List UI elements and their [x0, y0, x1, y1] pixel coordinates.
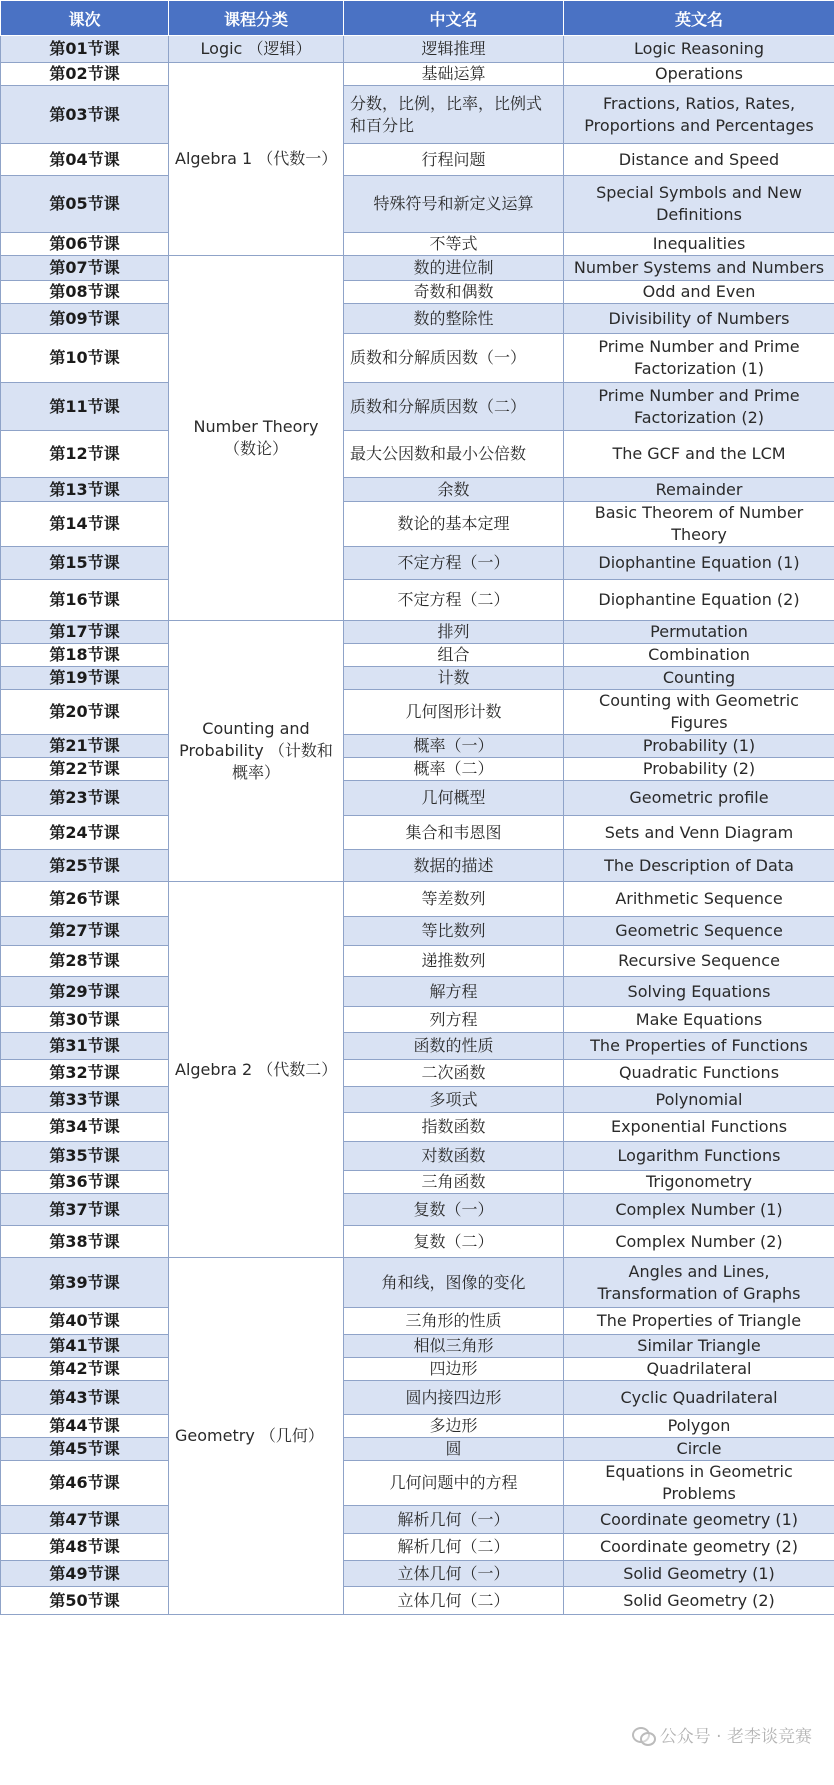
english-name-cell: Permutation [564, 621, 834, 644]
lesson-cell: 第02节课 [1, 63, 169, 86]
table-row [1, 758, 834, 781]
lesson-cell: 第29节课 [1, 977, 169, 1007]
chinese-name-cell: 几何概型 [344, 781, 564, 816]
table-row [1, 36, 834, 63]
table-row [1, 281, 834, 304]
lesson-cell: 第39节课 [1, 1258, 169, 1308]
chinese-name-cell: 行程问题 [344, 144, 564, 176]
category-cell: Number Theory （数论） [169, 256, 344, 621]
english-name-cell: Complex Number (1) [564, 1194, 834, 1226]
chinese-name-cell: 不等式 [344, 233, 564, 256]
chinese-name-cell: 角和线，图像的变化 [344, 1258, 564, 1308]
header-english-name: 英文名 [564, 1, 834, 36]
category-cell: Algebra 2 （代数二） [169, 882, 344, 1258]
chinese-name-cell: 最大公因数和最小公倍数 [344, 431, 564, 478]
table-row [1, 304, 834, 334]
lesson-cell: 第49节课 [1, 1561, 169, 1587]
lesson-cell: 第33节课 [1, 1087, 169, 1113]
table-row [1, 977, 834, 1007]
english-name-cell: Exponential Functions [564, 1113, 834, 1142]
lesson-cell: 第41节课 [1, 1335, 169, 1358]
lesson-cell: 第47节课 [1, 1506, 169, 1534]
lesson-cell: 第32节课 [1, 1060, 169, 1087]
lesson-cell: 第25节课 [1, 850, 169, 882]
lesson-cell: 第26节课 [1, 882, 169, 917]
english-name-cell: Coordinate geometry (2) [564, 1534, 834, 1561]
table-row [1, 1561, 834, 1587]
lesson-cell: 第03节课 [1, 86, 169, 144]
chinese-name-cell: 几何问题中的方程 [344, 1461, 564, 1506]
english-name-cell: Circle [564, 1438, 834, 1461]
chinese-name-cell: 概率（二） [344, 758, 564, 781]
chinese-name-cell: 多项式 [344, 1087, 564, 1113]
chinese-name-cell: 基础运算 [344, 63, 564, 86]
category-cell: Algebra 1 （代数一） [169, 63, 344, 256]
lesson-cell: 第13节课 [1, 478, 169, 502]
lesson-cell: 第38节课 [1, 1226, 169, 1258]
english-name-cell: Trigonometry [564, 1171, 834, 1194]
table-row [1, 946, 834, 977]
english-name-cell: Divisibility of Numbers [564, 304, 834, 334]
english-name-cell: Recursive Sequence [564, 946, 834, 977]
chinese-name-cell: 复数（二） [344, 1226, 564, 1258]
english-name-cell: The Properties of Triangle [564, 1308, 834, 1335]
table-row [1, 547, 834, 580]
chinese-name-cell: 排列 [344, 621, 564, 644]
english-name-cell: Inequalities [564, 233, 834, 256]
chinese-name-cell: 分数，比例，比率，比例式和百分比 [344, 86, 564, 144]
header-category: 课程分类 [169, 1, 344, 36]
lesson-cell: 第28节课 [1, 946, 169, 977]
table-row [1, 383, 834, 431]
english-name-cell: Probability (1) [564, 735, 834, 758]
table-row [1, 478, 834, 502]
table-row [1, 735, 834, 758]
table-row [1, 1033, 834, 1060]
lesson-cell: 第10节课 [1, 334, 169, 383]
lesson-cell: 第20节课 [1, 690, 169, 735]
chinese-name-cell: 四边形 [344, 1358, 564, 1381]
lesson-cell: 第27节课 [1, 917, 169, 946]
lesson-cell: 第21节课 [1, 735, 169, 758]
english-name-cell: Distance and Speed [564, 144, 834, 176]
lesson-cell: 第23节课 [1, 781, 169, 816]
lesson-cell: 第43节课 [1, 1381, 169, 1415]
lesson-cell: 第35节课 [1, 1142, 169, 1171]
table-row [1, 781, 834, 816]
english-name-cell: Equations in Geometric Problems [564, 1461, 834, 1506]
table-row [1, 1587, 834, 1615]
table-row [1, 1194, 834, 1226]
chinese-name-cell: 等比数列 [344, 917, 564, 946]
lesson-cell: 第37节课 [1, 1194, 169, 1226]
chinese-name-cell: 三角函数 [344, 1171, 564, 1194]
english-name-cell: Combination [564, 644, 834, 667]
english-name-cell: Solid Geometry (2) [564, 1587, 834, 1615]
english-name-cell: Complex Number (2) [564, 1226, 834, 1258]
chinese-name-cell: 三角形的性质 [344, 1308, 564, 1335]
english-name-cell: Geometric profile [564, 781, 834, 816]
english-name-cell: Diophantine Equation (2) [564, 580, 834, 621]
table-row [1, 882, 834, 917]
category-cell: Geometry （几何） [169, 1258, 344, 1615]
english-name-cell: Logic Reasoning [564, 36, 834, 63]
wechat-icon [632, 1726, 654, 1744]
english-name-cell: The Description of Data [564, 850, 834, 882]
english-name-cell: The Properties of Functions [564, 1033, 834, 1060]
table-row [1, 690, 834, 735]
table-row [1, 667, 834, 690]
table-row [1, 1171, 834, 1194]
chinese-name-cell: 等差数列 [344, 882, 564, 917]
table-row [1, 86, 834, 144]
watermark-text: 公众号 · 老李谈竞赛 [659, 1727, 812, 1747]
english-name-cell: Solving Equations [564, 977, 834, 1007]
table-row [1, 1415, 834, 1438]
english-name-cell: Arithmetic Sequence [564, 882, 834, 917]
lesson-cell: 第44节课 [1, 1415, 169, 1438]
english-name-cell: Make Equations [564, 1007, 834, 1033]
chinese-name-cell: 余数 [344, 478, 564, 502]
chinese-name-cell: 数的进位制 [344, 256, 564, 281]
table-row [1, 233, 834, 256]
table-row [1, 1113, 834, 1142]
chinese-name-cell: 多边形 [344, 1415, 564, 1438]
table-row [1, 334, 834, 383]
header-lesson: 课次 [1, 1, 169, 36]
lesson-cell: 第15节课 [1, 547, 169, 580]
english-name-cell: Cyclic Quadrilateral [564, 1381, 834, 1415]
table-row [1, 1308, 834, 1335]
chinese-name-cell: 立体几何（二） [344, 1587, 564, 1615]
chinese-name-cell: 质数和分解质因数（一） [344, 334, 564, 383]
table-row [1, 1060, 834, 1087]
chinese-name-cell: 计数 [344, 667, 564, 690]
lesson-cell: 第12节课 [1, 431, 169, 478]
english-name-cell: Coordinate geometry (1) [564, 1506, 834, 1534]
table-row [1, 816, 834, 850]
table-row [1, 1506, 834, 1534]
table-row [1, 1438, 834, 1461]
english-name-cell: Probability (2) [564, 758, 834, 781]
chinese-name-cell: 相似三角形 [344, 1335, 564, 1358]
english-name-cell: Number Systems and Numbers [564, 256, 834, 281]
table-row [1, 256, 834, 281]
chinese-name-cell: 函数的性质 [344, 1033, 564, 1060]
english-name-cell: Basic Theorem of Number Theory [564, 502, 834, 547]
table-row [1, 144, 834, 176]
category-cell: Logic （逻辑） [169, 36, 344, 63]
lesson-cell: 第45节课 [1, 1438, 169, 1461]
chinese-name-cell: 解析几何（一） [344, 1506, 564, 1534]
table-row [1, 176, 834, 233]
lesson-cell: 第36节课 [1, 1171, 169, 1194]
lesson-cell: 第06节课 [1, 233, 169, 256]
lesson-cell: 第01节课 [1, 36, 169, 63]
english-name-cell: Odd and Even [564, 281, 834, 304]
table-row [1, 1007, 834, 1033]
table-row [1, 621, 834, 644]
english-name-cell: Counting with Geometric Figures [564, 690, 834, 735]
english-name-cell: The GCF and the LCM [564, 431, 834, 478]
chinese-name-cell: 数论的基本定理 [344, 502, 564, 547]
chinese-name-cell: 几何图形计数 [344, 690, 564, 735]
chinese-name-cell: 不定方程（二） [344, 580, 564, 621]
table-row [1, 1381, 834, 1415]
chinese-name-cell: 递推数列 [344, 946, 564, 977]
english-name-cell: Counting [564, 667, 834, 690]
chinese-name-cell: 不定方程（一） [344, 547, 564, 580]
lesson-cell: 第34节课 [1, 1113, 169, 1142]
english-name-cell: Logarithm Functions [564, 1142, 834, 1171]
english-name-cell: Angles and Lines, Transformation of Graphs [564, 1258, 834, 1308]
english-name-cell: Prime Number and Prime Factorization (2) [564, 383, 834, 431]
lesson-cell: 第31节课 [1, 1033, 169, 1060]
lesson-cell: 第05节课 [1, 176, 169, 233]
chinese-name-cell: 复数（一） [344, 1194, 564, 1226]
table-row [1, 502, 834, 547]
lesson-cell: 第46节课 [1, 1461, 169, 1506]
english-name-cell: Remainder [564, 478, 834, 502]
english-name-cell: Geometric Sequence [564, 917, 834, 946]
table-row [1, 1358, 834, 1381]
lesson-cell: 第14节课 [1, 502, 169, 547]
lesson-cell: 第50节课 [1, 1587, 169, 1615]
table-row [1, 917, 834, 946]
chinese-name-cell: 特殊符号和新定义运算 [344, 176, 564, 233]
category-cell: Counting and Probability （计数和概率） [169, 621, 344, 882]
lesson-cell: 第19节课 [1, 667, 169, 690]
table-body [1, 36, 834, 1615]
chinese-name-cell: 解析几何（二） [344, 1534, 564, 1561]
table-row [1, 1226, 834, 1258]
table-row [1, 1335, 834, 1358]
chinese-name-cell: 数的整除性 [344, 304, 564, 334]
english-name-cell: Diophantine Equation (1) [564, 547, 834, 580]
chinese-name-cell: 列方程 [344, 1007, 564, 1033]
table-row [1, 1534, 834, 1561]
chinese-name-cell: 解方程 [344, 977, 564, 1007]
table-row [1, 1142, 834, 1171]
table-row [1, 1258, 834, 1308]
english-name-cell: Sets and Venn Diagram [564, 816, 834, 850]
chinese-name-cell: 质数和分解质因数（二） [344, 383, 564, 431]
chinese-name-cell: 指数函数 [344, 1113, 564, 1142]
english-name-cell: Operations [564, 63, 834, 86]
lesson-cell: 第07节课 [1, 256, 169, 281]
watermark [632, 1722, 812, 1747]
chinese-name-cell: 对数函数 [344, 1142, 564, 1171]
chinese-name-cell: 概率（一） [344, 735, 564, 758]
chinese-name-cell: 圆内接四边形 [344, 1381, 564, 1415]
english-name-cell: Similar Triangle [564, 1335, 834, 1358]
lesson-cell: 第24节课 [1, 816, 169, 850]
lesson-cell: 第18节课 [1, 644, 169, 667]
lesson-cell: 第16节课 [1, 580, 169, 621]
lesson-cell: 第08节课 [1, 281, 169, 304]
lesson-cell: 第09节课 [1, 304, 169, 334]
english-name-cell: Quadratic Functions [564, 1060, 834, 1087]
table-row [1, 1087, 834, 1113]
lesson-cell: 第04节课 [1, 144, 169, 176]
lesson-cell: 第40节课 [1, 1308, 169, 1335]
lesson-cell: 第42节课 [1, 1358, 169, 1381]
english-name-cell: Solid Geometry (1) [564, 1561, 834, 1587]
english-name-cell: Special Symbols and New Definitions [564, 176, 834, 233]
header-row [1, 1, 834, 36]
table-row [1, 1461, 834, 1506]
lesson-cell: 第22节课 [1, 758, 169, 781]
chinese-name-cell: 奇数和偶数 [344, 281, 564, 304]
chinese-name-cell: 逻辑推理 [344, 36, 564, 63]
chinese-name-cell: 集合和韦恩图 [344, 816, 564, 850]
chinese-name-cell: 组合 [344, 644, 564, 667]
english-name-cell: Polynomial [564, 1087, 834, 1113]
chinese-name-cell: 立体几何（一） [344, 1561, 564, 1587]
lesson-cell: 第17节课 [1, 621, 169, 644]
header-chinese-name: 中文名 [344, 1, 564, 36]
english-name-cell: Prime Number and Prime Factorization (1) [564, 334, 834, 383]
table-row [1, 850, 834, 882]
table-row [1, 431, 834, 478]
table-row [1, 63, 834, 86]
english-name-cell: Polygon [564, 1415, 834, 1438]
lesson-cell: 第11节课 [1, 383, 169, 431]
table-row [1, 580, 834, 621]
chinese-name-cell: 数据的描述 [344, 850, 564, 882]
lesson-cell: 第30节课 [1, 1007, 169, 1033]
chinese-name-cell: 二次函数 [344, 1060, 564, 1087]
english-name-cell: Quadrilateral [564, 1358, 834, 1381]
chinese-name-cell: 圆 [344, 1438, 564, 1461]
lesson-cell: 第48节课 [1, 1534, 169, 1561]
table-row [1, 644, 834, 667]
english-name-cell: Fractions, Ratios, Rates, Proportions and Percentages [564, 86, 834, 144]
